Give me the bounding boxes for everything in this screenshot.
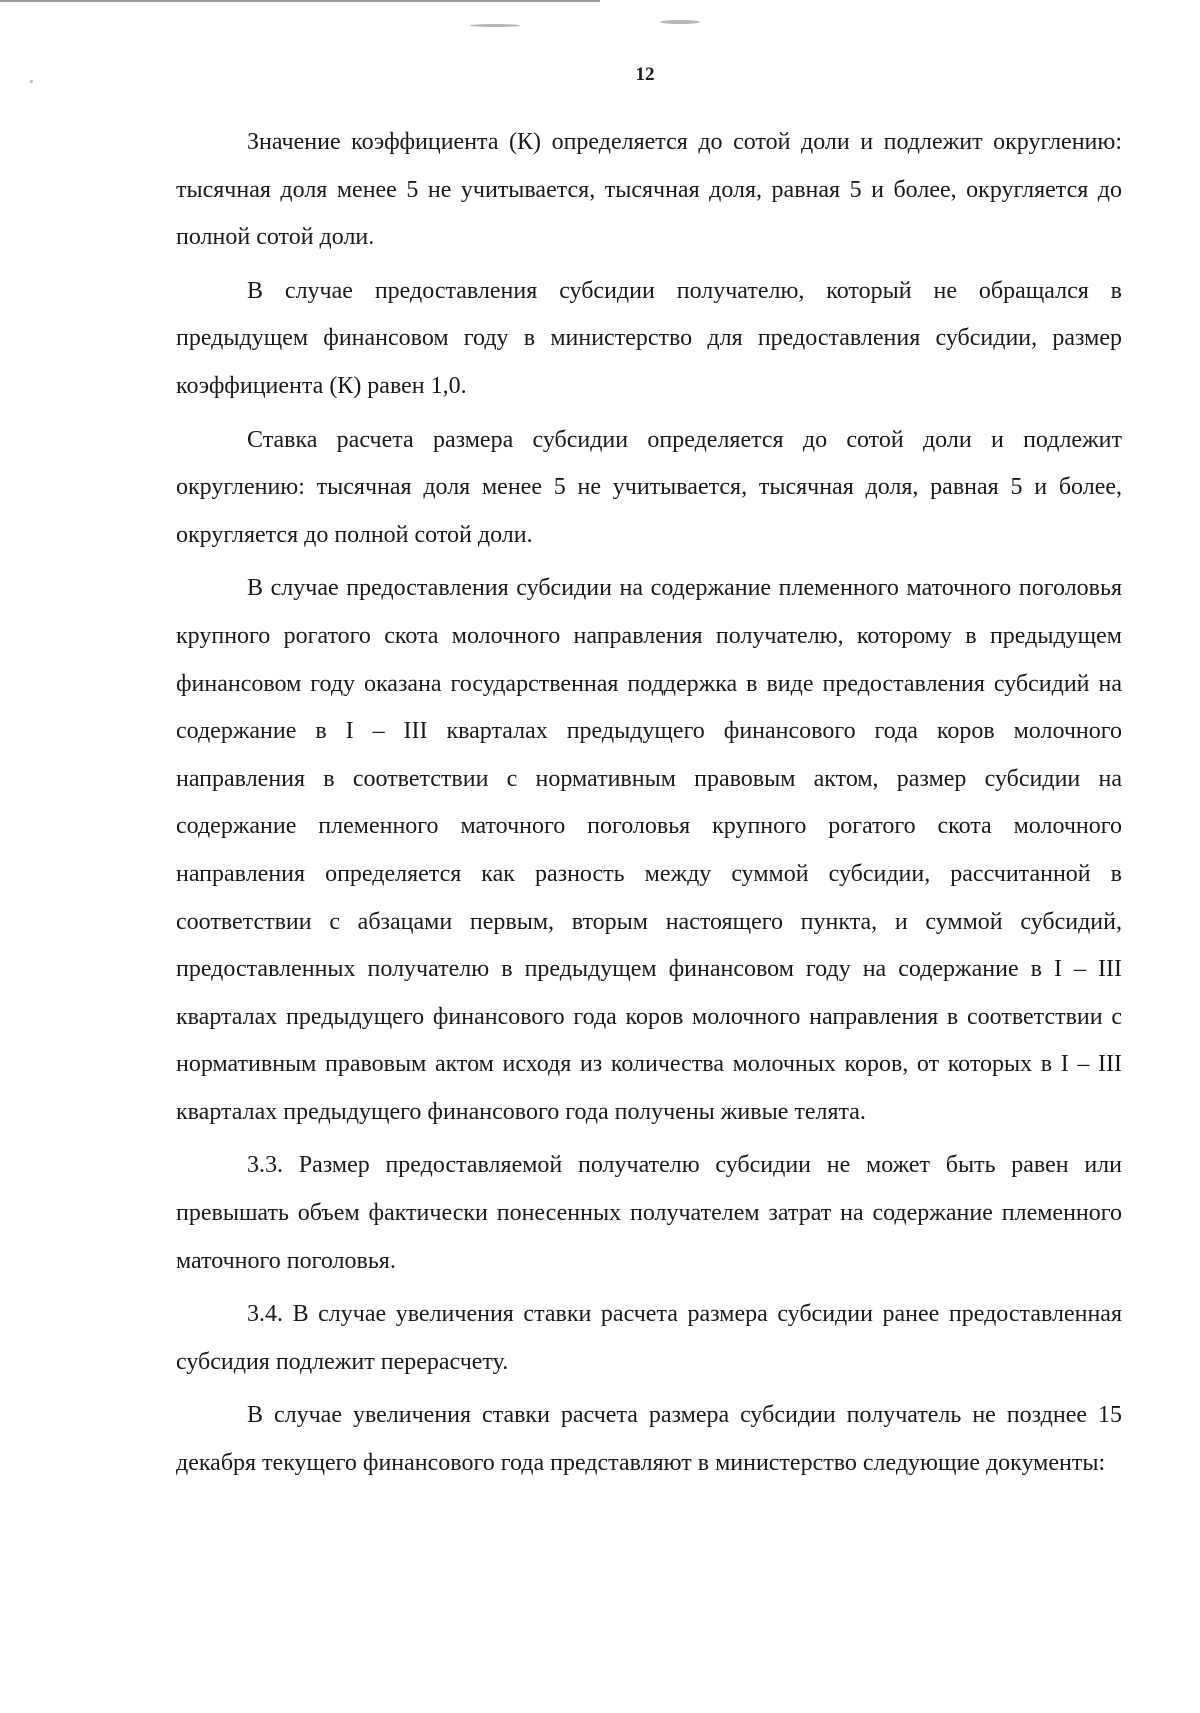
document-body: [176, 119, 1122, 1488]
paragraph: В случае предоставления субсидии получателю, который не обращался в предыдущем финансовом году в министерство для предоставления субсидии, размер коэффициента (К) равен 1,0.: [176, 277, 1122, 399]
paragraph: 3.3. Размер предоставляемой получателю субсидии не может быть равен или превышать объем фактически понесенных получателем затрат на содержание племенного маточного поголовья.: [176, 1152, 1122, 1274]
scan-speck: [660, 20, 700, 24]
scan-top-edge: [0, 0, 600, 2]
paragraph: Ставка расчета размера субсидии определяется до сотой доли и подлежит округлению: тысячная доля менее 5 не учитывается, тысячная доля, равная 5 и более, округляется до полной сотой доли.: [176, 426, 1122, 548]
paragraph: 3.4. В случае увеличения ставки расчета размера субсидии ранее предоставленная субсидия подлежит перерасчету.: [176, 1301, 1122, 1375]
scan-speck: [470, 24, 520, 27]
paragraph: В случае увеличения ставки расчета размера субсидии получатель не позднее 15 декабря текущего финансового года представляют в министерство следующие документы:: [176, 1402, 1122, 1477]
page-number: 12: [635, 64, 655, 85]
paragraph: Значение коэффициента (К) определяется до сотой доли и подлежит округлению: тысячная доля менее 5 не учитывается, тысячная доля, равная 5 и более, округляется до полной сотой доли.: [176, 129, 1122, 251]
paragraph: В случае предоставления субсидии на содержание племенного маточного поголовья крупного рогатого скота молочного направления получателю, которому в предыдущем финансовом году оказана государственная поддержка в виде предоставления субсидий на содержание в I – III кварталах предыдущего финансового года коров молочного направления в соответствии с нормативным правовым актом, размер субсидии на содержание племенного маточного поголовья крупного рогатого скота молочного направления определяется как разность между суммой субсидии, рассчитанной в соответствии с абзацами первым, вторым настоящего пункта, и суммой субсидий, предоставленных получателю в предыдущем финансовом году на содержание в I – III кварталах предыдущего финансового года коров молочного направления в соответствии с нормативным правовым актом исходя из количества молочных коров, от которых в I – III кварталах предыдущего финансового года получены живые телята.: [176, 575, 1122, 1125]
